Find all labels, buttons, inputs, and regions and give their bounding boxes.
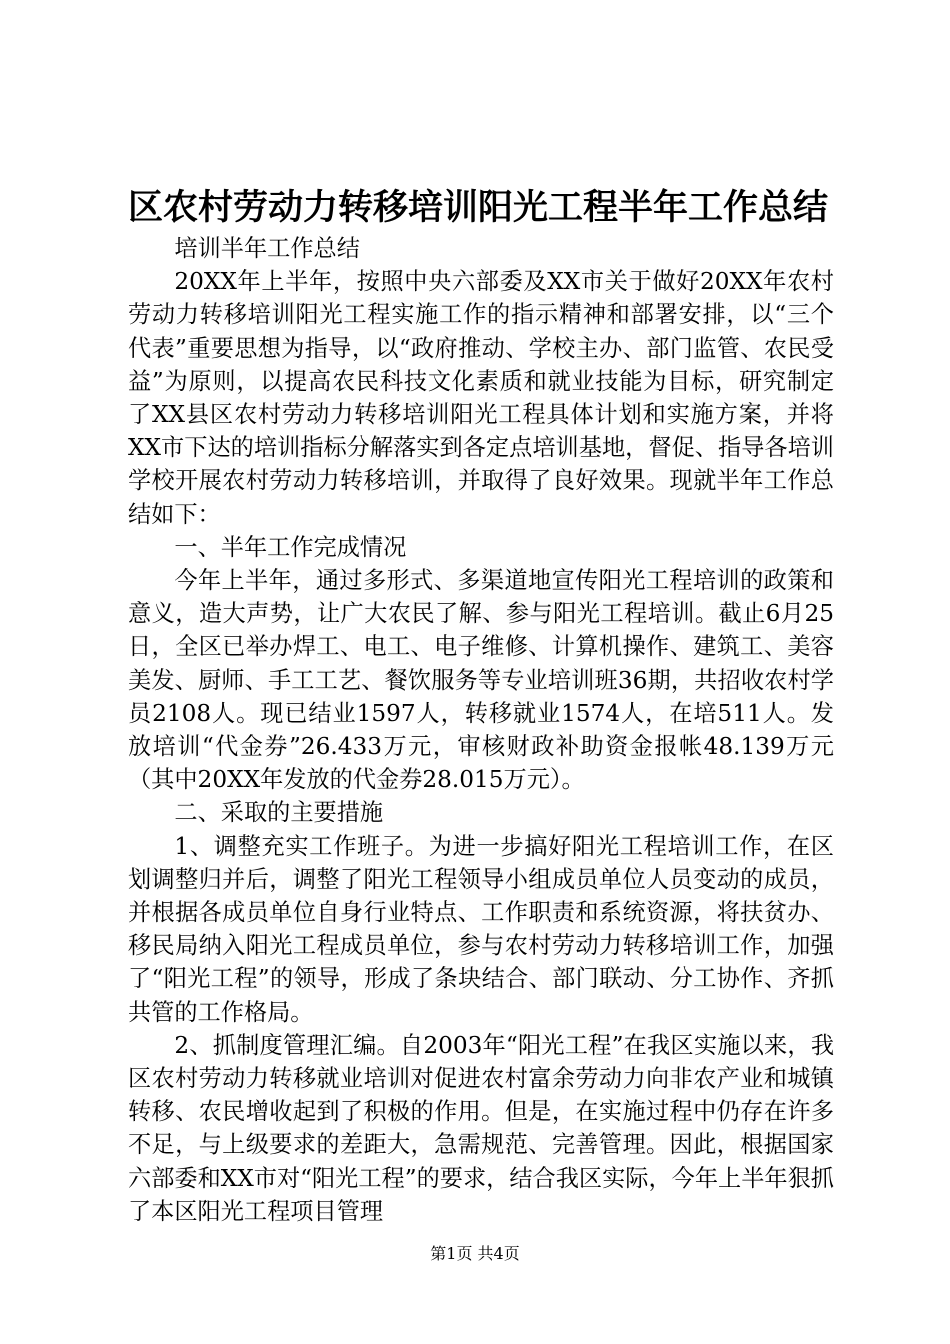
section-heading-2: 二、采取的主要措施 — [174, 799, 384, 827]
progress-paragraph: 今年上半年，通过多形式、多渠道地宣传阳光工程培训的政策和意义，造大声势，让广大农民了解、参与阳光工程培训。截止6月25日，全区已举办焊工、电工、电子维修、计算机操作、建筑工、美容美发、厨师、手工工艺、餐饮服务等专业培训班36期，共招收农村学员2108人。现已结业1597人，转移就业1574人，在培511人。发放培训“代金券”26.433万元，审核财政补助资金报帐48.139万元（其中20XX年发放的代金券28.015万元）。 — [128, 567, 834, 794]
measure-paragraph-2: 2、抓制度管理汇编。自2003年“阳光工程”在我区实施以来，我区农村劳动力转移就业培训对促进农村富余劳动力向非农产业和城镇转移、农民增收起到了积极的作用。但是，在实施过程中仍存在许多不足，与上级要求的差距大，急需规范、完善管理。因此，根据国家六部委和XX市对“阳光工程”的要求，结合我区实际，今年上半年狠抓了本区阳光工程项目管理 — [128, 1031, 834, 1225]
document-body — [128, 232, 834, 1228]
intro-paragraph: 20XX年上半年，按照中央六部委及XX市关于做好20XX年农村劳动力转移培训阳光工程实施工作的指示精神和部署安排，以“三个代表”重要思想为指导，以“政府推动、学校主办、部门监管、农民受益”为原则，以提高农民科技文化素质和就业技能为目标，研究制定了XX县区农村劳动力转移培训阳光工程具体计划和实施方案，并将XX市下达的培训指标分解落实到各定点培训基地，督促、指导各培训学校开展农村劳动力转移培训，并取得了良好效果。现就半年工作总结如下： — [128, 268, 834, 528]
page-number: 第1页 共4页 — [430, 1244, 520, 1263]
measure-paragraph-1: 1、调整充实工作班子。为进一步搞好阳光工程培训工作，在区划调整归并后，调整了阳光工程领导小组成员单位人员变动的成员，并根据各成员单位自身行业特点、工作职责和系统资源，将扶贫办、移民局纳入阳光工程成员单位，参与农村劳动力转移培训工作，加强了“阳光工程”的领导，形成了条块结合、部门联动、分工协作、齐抓共管的工作格局。 — [128, 832, 834, 1026]
subtitle-paragraph: 培训半年工作总结 — [174, 235, 360, 262]
page-title: 区农村劳动力转移培训阳光工程半年工作总结 — [128, 187, 829, 228]
section-heading-1: 一、半年工作完成情况 — [174, 533, 407, 561]
